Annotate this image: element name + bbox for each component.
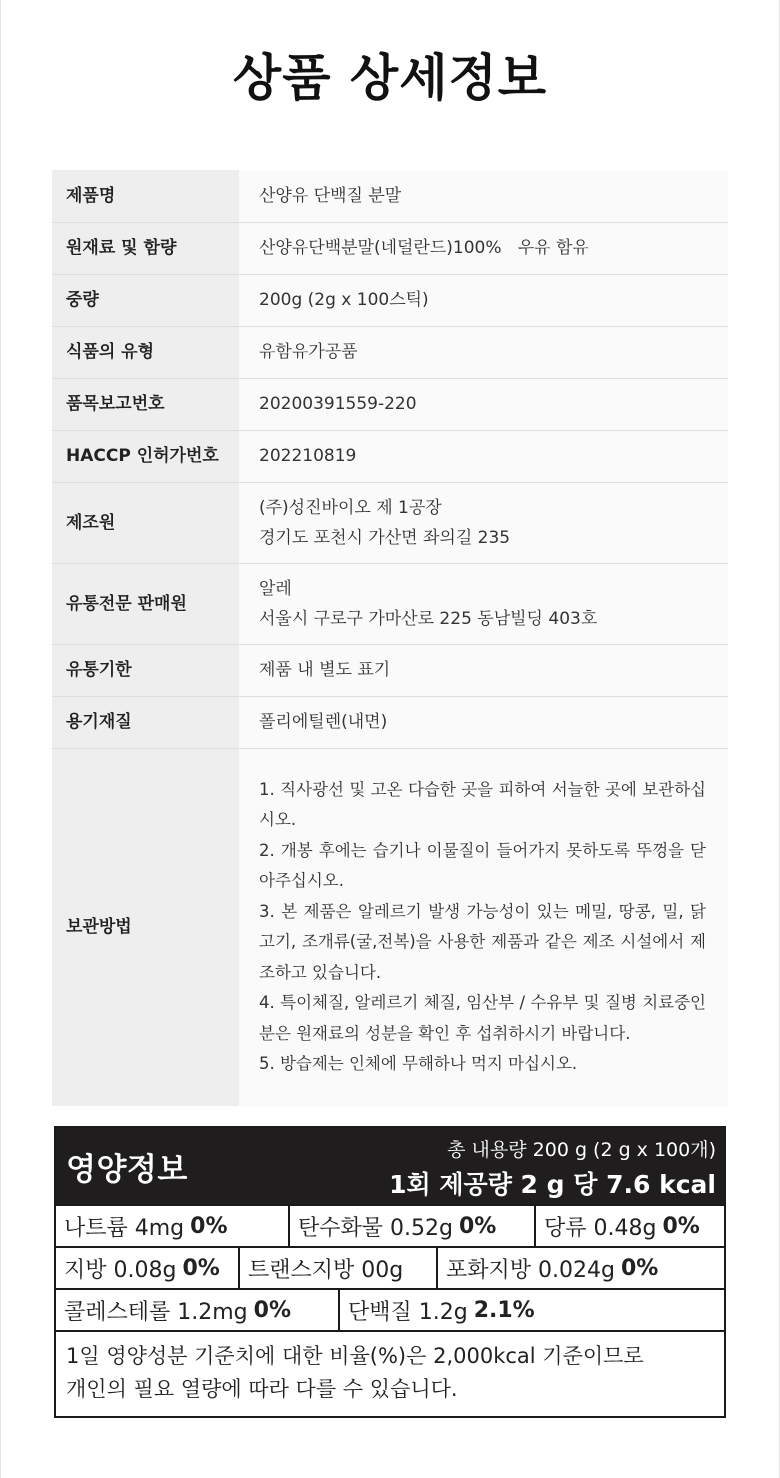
nutrient-name: 당류 0.48g bbox=[544, 1215, 657, 1241]
nutrient-name: 콜레스테롤 1.2mg bbox=[64, 1299, 248, 1325]
nutrient-fat bbox=[56, 1248, 238, 1288]
nutrient-trans-fat bbox=[238, 1248, 436, 1288]
page-title: 상품 상세정보 bbox=[232, 49, 548, 107]
info-key: HACCP 인허가번호 bbox=[52, 430, 239, 482]
nutrient-percent: 0% bbox=[190, 1213, 228, 1239]
info-value: 200g (2g x 100스틱) bbox=[239, 274, 728, 326]
storage-instructions bbox=[239, 748, 728, 1106]
info-key: 제품명 bbox=[52, 170, 239, 222]
info-row-food-type bbox=[52, 326, 728, 378]
nutrient-carbohydrate bbox=[288, 1206, 534, 1246]
storage-item: 2. 개봉 후에는 습기나 이물질이 들어가지 못하도록 뚜껑을 닫아주십시오. bbox=[259, 840, 706, 891]
distributor-name: 알레 bbox=[259, 578, 292, 599]
info-key: 식품의 유형 bbox=[52, 326, 239, 378]
nutrient-percent: 0% bbox=[458, 1213, 497, 1239]
nutrient-sodium bbox=[56, 1206, 288, 1246]
nutrition-facts-box bbox=[54, 1126, 726, 1418]
storage-item: 1. 직사광선 및 고온 다습한 곳을 피하여 서늘한 곳에 보관하십시오. bbox=[259, 779, 706, 830]
nutrient-percent: 0% bbox=[253, 1297, 291, 1323]
nutrient-cholesterol bbox=[56, 1290, 338, 1330]
info-row-expiry bbox=[52, 644, 728, 696]
info-row-weight bbox=[52, 274, 728, 326]
info-row-container bbox=[52, 696, 728, 748]
info-row-storage bbox=[52, 748, 728, 1106]
nutrient-name: 트랜스지방 00g bbox=[248, 1257, 404, 1283]
nutrition-footnote bbox=[56, 1330, 724, 1416]
nutrient-sugars bbox=[534, 1206, 724, 1246]
nutrition-total-content: 총 내용량 200 g (2 g x 100개) bbox=[447, 1139, 716, 1161]
nutrient-name: 탄수화물 0.52g bbox=[298, 1215, 453, 1241]
storage-item: 5. 방습제는 인체에 무해하나 먹지 마십시오. bbox=[259, 1054, 578, 1074]
nutrition-title: 영양정보 bbox=[66, 1152, 188, 1188]
info-value bbox=[239, 563, 728, 644]
nutrient-percent: 2.1% bbox=[473, 1297, 535, 1323]
nutrient-percent: 0% bbox=[182, 1255, 220, 1281]
info-value: 202210819 bbox=[239, 430, 728, 482]
info-key: 용기재질 bbox=[52, 696, 239, 748]
nutrient-name: 단백질 1.2g bbox=[348, 1299, 468, 1325]
nutrient-protein bbox=[338, 1290, 724, 1330]
nutrition-row bbox=[56, 1288, 724, 1330]
footnote-line: 1일 영양성분 기준치에 대한 비율(%)은 2,000kcal 기준이므로 bbox=[66, 1344, 644, 1368]
info-value: 20200391559-220 bbox=[239, 378, 728, 430]
nutrient-percent: 0% bbox=[620, 1255, 659, 1281]
info-row-report-number bbox=[52, 378, 728, 430]
info-value: 산양유 단백질 분말 bbox=[239, 170, 728, 222]
info-key: 품목보고번호 bbox=[52, 378, 239, 430]
nutrition-header bbox=[56, 1128, 724, 1204]
info-key: 제조원 bbox=[52, 482, 239, 563]
info-row-haccp bbox=[52, 430, 728, 482]
product-info-table bbox=[52, 170, 728, 1106]
manufacturer-name: (주)성진바이오 제 1공장 bbox=[259, 497, 442, 518]
storage-item: 4. 특이체질, 알레르기 체질, 임산부 / 수유부 및 질병 치료중인 분은 원재료의 성분을 확인 후 섭취하시기 바랍니다. bbox=[259, 993, 706, 1043]
frame-border-left bbox=[0, 0, 1, 1478]
nutrition-serving: 1회 제공량 2 g 당 7.6 kcal bbox=[389, 1170, 716, 1199]
nutrient-name: 나트륨 4mg bbox=[64, 1215, 185, 1241]
info-key: 보관방법 bbox=[52, 748, 239, 1106]
info-key: 원재료 및 함량 bbox=[52, 222, 239, 274]
info-row-ingredients bbox=[52, 222, 728, 274]
info-value: 폴리에틸렌(내면) bbox=[239, 696, 728, 748]
info-value bbox=[239, 482, 728, 563]
info-value: 산양유단백분말(네덜란드)100% 우유 함유 bbox=[239, 222, 728, 274]
info-row-product-name bbox=[52, 170, 728, 222]
nutrient-saturated-fat bbox=[436, 1248, 724, 1288]
info-key: 유통전문 판매원 bbox=[52, 563, 239, 644]
info-row-distributor bbox=[52, 563, 728, 644]
nutrient-name: 포화지방 0.024g bbox=[446, 1257, 615, 1283]
footnote-line: 개인의 필요 열량에 따라 다를 수 있습니다. bbox=[66, 1377, 458, 1401]
nutrition-row bbox=[56, 1204, 724, 1246]
manufacturer-address: 경기도 포천시 가산면 좌의길 235 bbox=[259, 527, 511, 548]
nutrition-row bbox=[56, 1246, 724, 1288]
info-row-manufacturer bbox=[52, 482, 728, 563]
info-key: 중량 bbox=[52, 274, 239, 326]
info-value: 유함유가공품 bbox=[239, 326, 728, 378]
info-value: 제품 내 별도 표기 bbox=[239, 644, 728, 696]
info-key: 유통기한 bbox=[52, 644, 239, 696]
nutrient-percent: 0% bbox=[662, 1213, 700, 1239]
nutrient-name: 지방 0.08g bbox=[64, 1257, 177, 1283]
distributor-address: 서울시 구로구 가마산로 225 동남빌딩 403호 bbox=[259, 608, 598, 629]
storage-item: 3. 본 제품은 알레르기 발생 가능성이 있는 메밀, 땅콩, 밀, 닭고기, 조개류(굴,전복)을 사용한 제품과 같은 제조 시설에서 제조하고 있습니다. bbox=[259, 901, 706, 982]
